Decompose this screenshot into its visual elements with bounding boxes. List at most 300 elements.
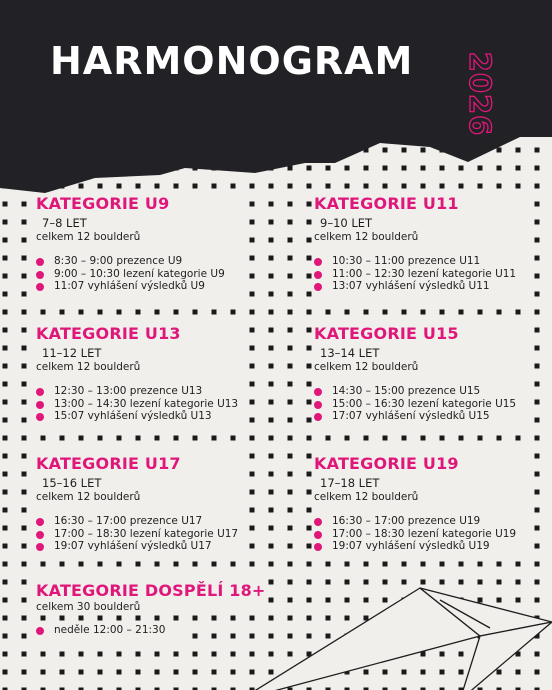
- category-title: KATEGORIE U9: [36, 194, 170, 213]
- grid-dot: [41, 562, 46, 567]
- grid-dot: [231, 616, 236, 621]
- grid-dot: [345, 562, 350, 567]
- grid-dot: [250, 220, 255, 225]
- bullet-dot: [36, 531, 44, 539]
- grid-dot: [3, 364, 8, 369]
- grid-dot: [326, 616, 331, 621]
- grid-dot: [231, 670, 236, 675]
- grid-dot: [98, 670, 103, 675]
- grid-dot: [288, 526, 293, 531]
- grid-dot: [193, 310, 198, 315]
- grid-dot: [383, 562, 388, 567]
- grid-dot: [307, 400, 312, 405]
- grid-dot: [22, 418, 27, 423]
- grid-dot: [440, 166, 445, 171]
- grid-dot: [155, 670, 160, 675]
- grid-dot: [212, 634, 217, 639]
- grid-dot: [174, 616, 179, 621]
- grid-dot: [345, 598, 350, 603]
- grid-dot: [155, 562, 160, 567]
- grid-dot: [117, 184, 122, 189]
- grid-dot: [535, 364, 540, 369]
- grid-dot: [22, 202, 27, 207]
- grid-dot: [22, 472, 27, 477]
- grid-dot: [22, 616, 27, 621]
- grid-dot: [3, 436, 8, 441]
- grid-dot: [307, 202, 312, 207]
- bullet-dot: [314, 401, 322, 409]
- grid-dot: [269, 526, 274, 531]
- grid-dot: [535, 544, 540, 549]
- category-age: 17–18 LET: [320, 476, 380, 490]
- grid-dot: [497, 166, 502, 171]
- grid-dot: [402, 436, 407, 441]
- grid-dot: [307, 346, 312, 351]
- bullet-dot: [314, 518, 322, 526]
- grid-dot: [250, 454, 255, 459]
- schedule-item: 8:30 – 9:00 prezence U9: [36, 255, 225, 268]
- grid-dot: [535, 220, 540, 225]
- grid-dot: [326, 634, 331, 639]
- grid-dot: [478, 310, 483, 315]
- year-text: 2026: [463, 51, 497, 137]
- grid-dot: [364, 166, 369, 171]
- grid-dot: [421, 580, 426, 585]
- grid-dot: [345, 184, 350, 189]
- grid-dot: [250, 292, 255, 297]
- grid-dot: [22, 526, 27, 531]
- grid-dot: [516, 310, 521, 315]
- grid-dot: [288, 634, 293, 639]
- grid-dot: [288, 616, 293, 621]
- grid-dot: [535, 274, 540, 279]
- category-adults: [36, 581, 266, 636]
- grid-dot: [250, 184, 255, 189]
- grid-dot: [307, 634, 312, 639]
- grid-dot: [383, 598, 388, 603]
- grid-dot: [516, 436, 521, 441]
- grid-dot: [3, 670, 8, 675]
- grid-dot: [288, 490, 293, 495]
- grid-dot: [269, 544, 274, 549]
- grid-dot: [269, 220, 274, 225]
- category-title: KATEGORIE U15: [314, 324, 459, 343]
- schedule-item: 11:07 vyhlášení výsledků U9: [36, 280, 225, 293]
- grid-dot: [41, 652, 46, 657]
- grid-dot: [459, 562, 464, 567]
- grid-dot: [269, 598, 274, 603]
- grid-dot: [307, 238, 312, 243]
- schedule-item: 11:00 – 12:30 lezení kategorie U11: [314, 268, 516, 281]
- grid-dot: [345, 616, 350, 621]
- grid-dot: [231, 652, 236, 657]
- grid-dot: [383, 436, 388, 441]
- grid-dot: [307, 292, 312, 297]
- grid-dot: [269, 436, 274, 441]
- grid-dot: [79, 616, 84, 621]
- grid-dot: [421, 148, 426, 153]
- grid-dot: [79, 184, 84, 189]
- category-age: 13–14 LET: [320, 346, 380, 360]
- grid-dot: [288, 202, 293, 207]
- grid-dot: [3, 598, 8, 603]
- grid-dot: [155, 652, 160, 657]
- grid-dot: [250, 670, 255, 675]
- category-title: KATEGORIE U11: [314, 194, 459, 213]
- schedule-item: 13:07 vyhlášení výsledků U11: [314, 280, 516, 293]
- grid-dot: [174, 184, 179, 189]
- grid-dot: [3, 652, 8, 657]
- schedule-list: [314, 255, 516, 293]
- grid-dot: [459, 436, 464, 441]
- grid-dot: [250, 652, 255, 657]
- grid-dot: [41, 436, 46, 441]
- grid-dot: [250, 634, 255, 639]
- grid-dot: [269, 274, 274, 279]
- schedule-item: 17:00 – 18:30 lezení kategorie U19: [314, 528, 516, 541]
- schedule-list: [314, 515, 516, 553]
- grid-dot: [326, 580, 331, 585]
- bullet-dot: [36, 413, 44, 421]
- grid-dot: [174, 562, 179, 567]
- grid-dot: [516, 562, 521, 567]
- grid-dot: [307, 310, 312, 315]
- schedule-item: 19:07 vyhlášení výsledků U19: [314, 540, 516, 553]
- grid-dot: [22, 562, 27, 567]
- grid-dot: [98, 616, 103, 621]
- grid-dot: [364, 310, 369, 315]
- grid-dot: [326, 598, 331, 603]
- bullet-dot: [36, 518, 44, 526]
- grid-dot: [307, 328, 312, 333]
- grid-dot: [22, 328, 27, 333]
- grid-dot: [440, 670, 445, 675]
- grid-dot: [250, 436, 255, 441]
- grid-dot: [117, 670, 122, 675]
- grid-dot: [497, 436, 502, 441]
- grid-dot: [269, 184, 274, 189]
- grid-dot: [212, 562, 217, 567]
- grid-dot: [307, 508, 312, 513]
- bullet-dot: [314, 271, 322, 279]
- grid-dot: [535, 472, 540, 477]
- grid-dot: [307, 418, 312, 423]
- grid-dot: [364, 562, 369, 567]
- grid-dot: [307, 364, 312, 369]
- year-label: [462, 50, 498, 138]
- grid-dot: [307, 544, 312, 549]
- bullet-dot: [36, 627, 44, 635]
- grid-dot: [535, 436, 540, 441]
- grid-dot: [79, 562, 84, 567]
- boulder-count: celkem 12 boulderů: [36, 361, 141, 373]
- grid-dot: [22, 544, 27, 549]
- grid-dot: [136, 310, 141, 315]
- boulder-count: celkem 12 boulderů: [36, 231, 141, 243]
- bullet-dot: [314, 543, 322, 551]
- grid-dot: [22, 634, 27, 639]
- grid-dot: [364, 598, 369, 603]
- grid-dot: [345, 580, 350, 585]
- grid-dot: [60, 310, 65, 315]
- grid-dot: [307, 562, 312, 567]
- bullet-dot: [36, 388, 44, 396]
- schedule-item: neděle 12:00 – 21:30: [36, 624, 165, 637]
- grid-dot: [307, 166, 312, 171]
- schedule-list: [36, 515, 238, 553]
- grid-dot: [22, 436, 27, 441]
- grid-dot: [288, 400, 293, 405]
- category-age: 9–10 LET: [320, 216, 373, 230]
- grid-dot: [155, 184, 160, 189]
- grid-dot: [478, 598, 483, 603]
- grid-dot: [22, 508, 27, 513]
- grid-dot: [60, 436, 65, 441]
- grid-dot: [193, 436, 198, 441]
- grid-dot: [3, 256, 8, 261]
- grid-dot: [288, 382, 293, 387]
- grid-dot: [136, 652, 141, 657]
- grid-dot: [535, 202, 540, 207]
- grid-dot: [307, 220, 312, 225]
- schedule-item: 12:30 – 13:00 prezence U13: [36, 385, 238, 398]
- grid-dot: [535, 292, 540, 297]
- schedule-item: 15:00 – 16:30 lezení kategorie U15: [314, 398, 516, 411]
- grid-dot: [269, 490, 274, 495]
- grid-dot: [402, 166, 407, 171]
- grid-dot: [250, 328, 255, 333]
- category-age: 7–8 LET: [42, 216, 87, 230]
- grid-dot: [402, 580, 407, 585]
- grid-dot: [440, 310, 445, 315]
- schedule-item: 10:30 – 11:00 prezence U11: [314, 255, 516, 268]
- grid-dot: [250, 562, 255, 567]
- grid-dot: [326, 562, 331, 567]
- grid-dot: [269, 580, 274, 585]
- grid-dot: [364, 436, 369, 441]
- schedule-list: [314, 385, 516, 423]
- bullet-dot: [314, 283, 322, 291]
- grid-dot: [79, 670, 84, 675]
- grid-dot: [250, 310, 255, 315]
- grid-dot: [22, 598, 27, 603]
- grid-dot: [307, 580, 312, 585]
- grid-dot: [250, 400, 255, 405]
- grid-dot: [212, 436, 217, 441]
- grid-dot: [307, 598, 312, 603]
- grid-dot: [117, 616, 122, 621]
- grid-dot: [22, 274, 27, 279]
- grid-dot: [307, 526, 312, 531]
- grid-dot: [535, 508, 540, 513]
- grid-dot: [421, 184, 426, 189]
- grid-dot: [326, 310, 331, 315]
- grid-dot: [269, 202, 274, 207]
- bullet-dot: [36, 401, 44, 409]
- grid-dot: [288, 508, 293, 513]
- grid-dot: [535, 418, 540, 423]
- grid-dot: [231, 310, 236, 315]
- grid-dot: [250, 274, 255, 279]
- grid-dot: [136, 436, 141, 441]
- grid-dot: [22, 652, 27, 657]
- category-u9: [36, 194, 225, 292]
- grid-dot: [402, 310, 407, 315]
- grid-dot: [288, 580, 293, 585]
- category-u17: [36, 454, 239, 552]
- grid-dot: [288, 310, 293, 315]
- bullet-dot: [314, 388, 322, 396]
- grid-dot: [383, 166, 388, 171]
- grid-dot: [288, 454, 293, 459]
- grid-dot: [117, 310, 122, 315]
- grid-dot: [269, 418, 274, 423]
- schedule-list: [36, 624, 165, 637]
- schedule-list: [36, 385, 238, 423]
- grid-dot: [269, 616, 274, 621]
- grid-dot: [3, 562, 8, 567]
- grid-dot: [383, 148, 388, 153]
- grid-dot: [269, 472, 274, 477]
- grid-dot: [3, 400, 8, 405]
- grid-dot: [459, 580, 464, 585]
- grid-dot: [497, 598, 502, 603]
- grid-dot: [231, 562, 236, 567]
- grid-dot: [383, 670, 388, 675]
- grid-dot: [3, 472, 8, 477]
- grid-dot: [421, 166, 426, 171]
- category-title: KATEGORIE U13: [36, 324, 181, 343]
- grid-dot: [288, 328, 293, 333]
- grid-dot: [288, 220, 293, 225]
- grid-dot: [402, 148, 407, 153]
- grid-dot: [288, 184, 293, 189]
- grid-dot: [98, 562, 103, 567]
- grid-dot: [269, 346, 274, 351]
- grid-dot: [79, 310, 84, 315]
- grid-dot: [535, 256, 540, 261]
- grid-dot: [22, 310, 27, 315]
- grid-dot: [535, 580, 540, 585]
- grid-dot: [535, 400, 540, 405]
- grid-dot: [478, 580, 483, 585]
- grid-dot: [269, 364, 274, 369]
- page-title: HARMONOGRAM: [50, 39, 414, 83]
- grid-dot: [269, 292, 274, 297]
- grid-dot: [193, 670, 198, 675]
- grid-dot: [326, 184, 331, 189]
- grid-dot: [288, 562, 293, 567]
- grid-dot: [459, 184, 464, 189]
- grid-dot: [307, 616, 312, 621]
- grid-dot: [535, 490, 540, 495]
- grid-dot: [250, 346, 255, 351]
- grid-dot: [193, 184, 198, 189]
- grid-dot: [535, 346, 540, 351]
- grid-dot: [136, 184, 141, 189]
- schedule-item: 16:30 – 17:00 prezence U17: [36, 515, 238, 528]
- grid-dot: [288, 544, 293, 549]
- grid-dot: [250, 418, 255, 423]
- boulder-count: celkem 12 boulderů: [314, 231, 419, 243]
- bullet-dot: [314, 413, 322, 421]
- grid-dot: [98, 436, 103, 441]
- grid-dot: [535, 328, 540, 333]
- grid-dot: [535, 238, 540, 243]
- category-age: 11–12 LET: [42, 346, 102, 360]
- category-age: 15–16 LET: [42, 476, 102, 490]
- grid-dot: [535, 184, 540, 189]
- grid-dot: [3, 418, 8, 423]
- grid-dot: [288, 472, 293, 477]
- grid-dot: [269, 562, 274, 567]
- grid-dot: [250, 382, 255, 387]
- grid-dot: [174, 310, 179, 315]
- schedule-item: 14:30 – 15:00 prezence U15: [314, 385, 516, 398]
- grid-dot: [383, 580, 388, 585]
- grid-dot: [269, 454, 274, 459]
- grid-dot: [22, 382, 27, 387]
- grid-dot: [535, 526, 540, 531]
- grid-dot: [155, 616, 160, 621]
- grid-dot: [79, 436, 84, 441]
- grid-dot: [307, 184, 312, 189]
- grid-dot: [155, 310, 160, 315]
- bullet-dot: [36, 283, 44, 291]
- grid-dot: [193, 634, 198, 639]
- schedule-item: 19:07 vyhlášení výsledků U17: [36, 540, 238, 553]
- grid-dot: [345, 310, 350, 315]
- category-title: KATEGORIE U17: [36, 454, 181, 473]
- grid-dot: [193, 616, 198, 621]
- category-title: KATEGORIE U19: [314, 454, 459, 473]
- grid-dot: [250, 238, 255, 243]
- paper-plane-graphic: [240, 588, 552, 690]
- grid-dot: [250, 490, 255, 495]
- grid-dot: [288, 256, 293, 261]
- grid-dot: [269, 652, 274, 657]
- grid-dot: [231, 184, 236, 189]
- grid-dot: [516, 670, 521, 675]
- bullet-dot: [36, 258, 44, 266]
- grid-dot: [269, 382, 274, 387]
- grid-dot: [497, 580, 502, 585]
- grid-dot: [440, 184, 445, 189]
- grid-dot: [535, 598, 540, 603]
- grid-dot: [22, 256, 27, 261]
- grid-dot: [22, 292, 27, 297]
- grid-dot: [459, 670, 464, 675]
- grid-dot: [535, 652, 540, 657]
- grid-dot: [535, 166, 540, 171]
- grid-dot: [364, 670, 369, 675]
- grid-dot: [421, 310, 426, 315]
- grid-dot: [535, 670, 540, 675]
- grid-dot: [136, 616, 141, 621]
- grid-dot: [307, 274, 312, 279]
- category-u15: [314, 324, 517, 422]
- grid-dot: [288, 292, 293, 297]
- grid-dot: [535, 562, 540, 567]
- grid-dot: [193, 562, 198, 567]
- grid-dot: [516, 598, 521, 603]
- schedule-item: 9:00 – 10:30 lezení kategorie U9: [36, 268, 225, 281]
- grid-dot: [307, 256, 312, 261]
- grid-dot: [3, 220, 8, 225]
- bullet-dot: [36, 543, 44, 551]
- grid-dot: [478, 436, 483, 441]
- boulder-count: celkem 12 boulderů: [36, 491, 141, 503]
